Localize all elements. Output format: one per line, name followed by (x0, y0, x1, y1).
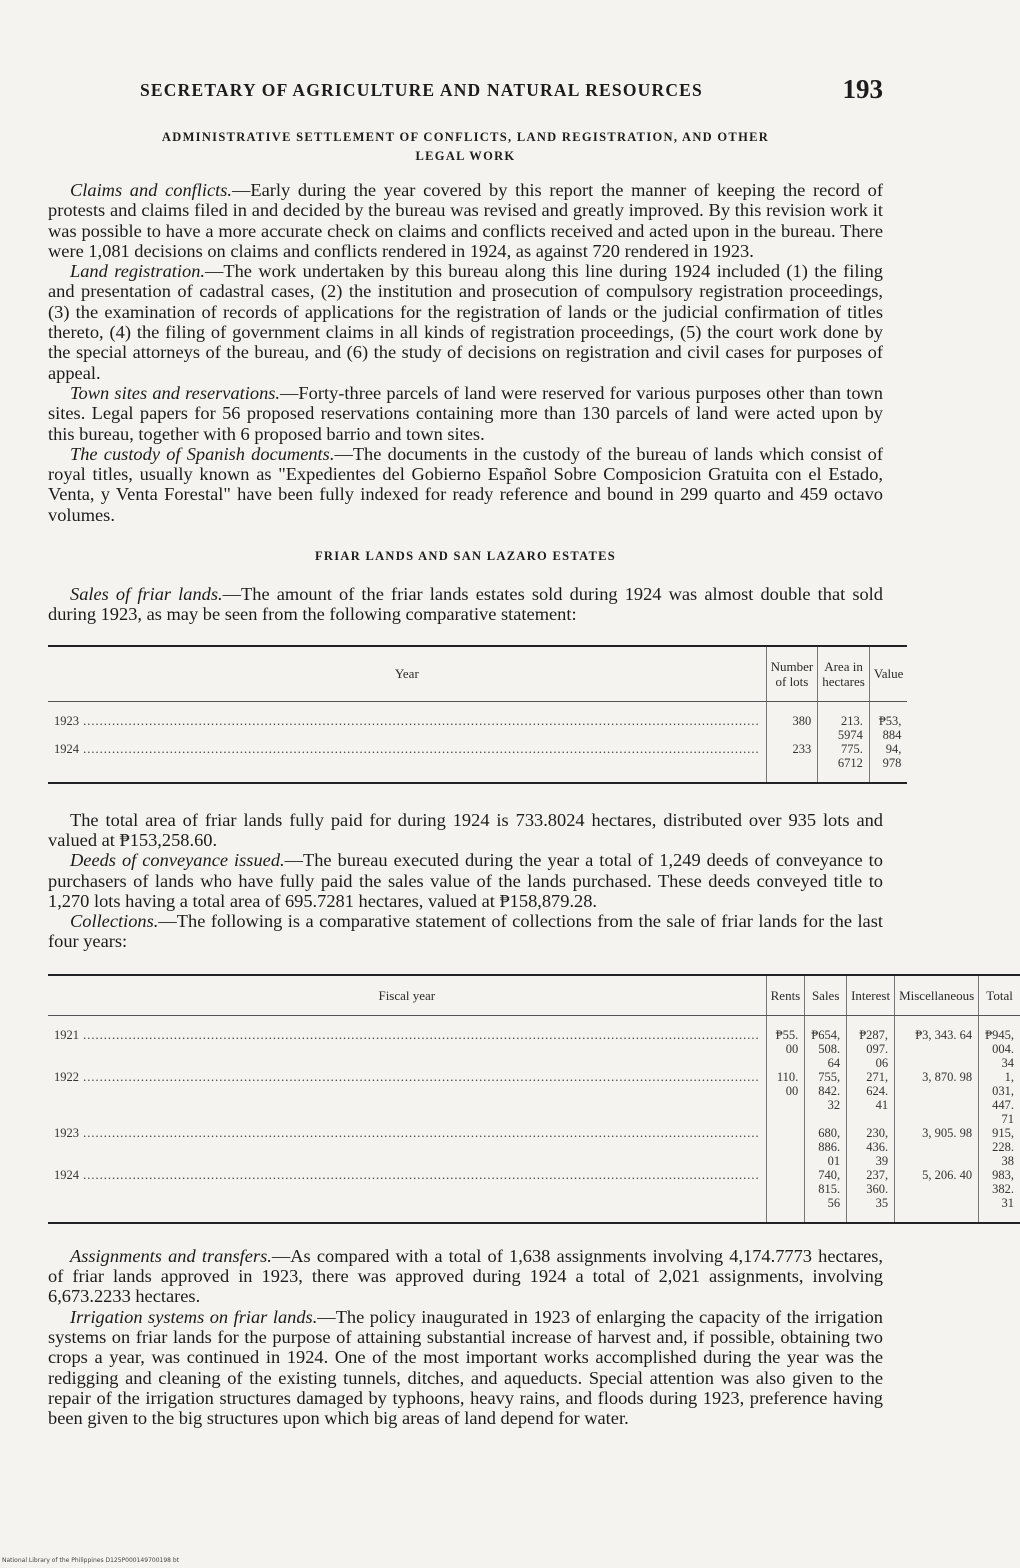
sales-cell: 755, 842. 32 (805, 1070, 847, 1126)
interest-cell: ₱287, 097. 06 (847, 1015, 895, 1070)
paragraph-sales-friar-lands: Sales of friar lands.—The amount of the friar lands estates sold during 1924 was almost double that sold during 1923, as may be seen from the following comparative statement: (48, 584, 883, 625)
year-cell: 1923 (54, 1125, 79, 1140)
paragraph-claims-conflicts: Claims and conflicts.—Early during the year covered by this report the manner of keeping the record of protests and claims filed in and decided by the bureau was revised and greatly improved. By this revision work it was possible to have a more accurate check on claims and conflicts received and acted upon in the bureau. There were 1,081 decisions on claims and conflicts rendered in 1924, as against 720 rendered in 1923. (48, 180, 883, 261)
column-header: Total (979, 975, 1020, 1016)
section-heading-legal-work (48, 128, 883, 166)
table-row (48, 1168, 1020, 1223)
rents-cell (766, 1168, 805, 1223)
value-cell: 94, 978 (869, 742, 907, 783)
section-heading-friar-lands: FRIAR LANDS AND SAN LAZARO ESTATES (314, 549, 617, 564)
interest-cell: 271, 624. 41 (847, 1070, 895, 1126)
column-header: Number of lots (766, 646, 818, 702)
collections-table (48, 974, 1014, 1224)
sales-cell: ₱654, 508. 64 (805, 1015, 847, 1070)
column-header: Sales (805, 975, 847, 1016)
lots-cell: 233 (766, 742, 818, 783)
table-row (48, 1126, 1020, 1168)
column-header: Area in hectares (818, 646, 870, 702)
lots-cell: 380 (766, 701, 818, 742)
paragraph-assignments-transfers: Assignments and transfers.—As compared with a total of 1,638 assignments involving 4,174.7773 hectares, of friar lands approved in 1923, there was approved during 1924 a total of 2,021 assignments, involving 6,673.2233 hectares. (48, 1245, 883, 1307)
column-header: Rents (766, 975, 805, 1016)
column-header: Year (48, 646, 766, 702)
table-row (48, 701, 907, 742)
scan-credit: National Library of the Philippines D125P000149700198 bt (2, 1557, 180, 1564)
misc-cell: 3, 870. 98 (895, 1070, 979, 1126)
paragraph-land-registration: Land registration.—The work undertaken by this bureau along this line during 1924 included (1) the filing and presentation of cadastral cases, (2) the institution and prosecution of compulsory registration proceedings, (3) the examination of records of applications for the registration of lands or the judicial confirmation of titles thereto, (4) the filing of government claims in all kinds of registration proceedings, (5) the court work done by the special attorneys of the bureau, and (6) the study of decisions on registration and civil cases for purposes of appeal. (48, 261, 883, 383)
table-row (48, 742, 907, 783)
paragraph-town-sites: Town sites and reservations.—Forty-three parcels of land were reserved for various purposes other than town sites. Legal papers for 56 proposed reservations containing more than 130 parcels of land were acted upon by this bureau, together with 6 proposed barrio and town sites. (48, 382, 884, 444)
misc-cell: 3, 905. 98 (895, 1126, 979, 1168)
running-head (48, 70, 883, 110)
total-cell: ₱945, 004. 34 (979, 1015, 1020, 1070)
friar-lands-sales-table (48, 645, 904, 784)
value-cell: ₱53, 884 (869, 701, 907, 742)
document-page (48, 70, 1014, 1429)
page-number: 193 (842, 74, 883, 104)
paragraph-spanish-documents: The custody of Spanish documents.—The documents in the custody of the bureau of lands which consist of royal titles, usually known as "Expedientes del Gobierno Español Sobre Composicion Gratuita con el Estado, Venta, y Venta Forestal" have been fully indexed for ready reference and bound in 299 quarto and 459 octavo volumes. (48, 443, 883, 525)
misc-cell: ₱3, 343. 64 (895, 1015, 979, 1070)
paragraph-deeds-conveyance: Deeds of conveyance issued.—The bureau executed during the year a total of 1,249 deeds of conveyance to purchasers of lands who have fully paid the sales value of the lands purchased. These deeds conveyed title to 1,270 lots having a total area of 695.7281 hectares, valued at ₱158,879.28. (48, 850, 883, 911)
running-title: SECRETARY OF AGRICULTURE AND NATURAL RESOURCES (140, 80, 703, 100)
misc-cell: 5, 206. 40 (895, 1168, 979, 1223)
rents-cell: ₱55. 00 (766, 1015, 805, 1070)
column-header: Value (869, 646, 907, 702)
column-header: Miscellaneous (895, 975, 979, 1016)
area-cell: 213. 5974 (818, 701, 870, 742)
year-cell: 1924 (54, 1167, 79, 1182)
paragraph-irrigation-systems: Irrigation systems on friar lands.—The policy inaugurated in 1923 of enlarging the capacity of the irrigation systems on friar lands for the purpose of attaining substantial increase of harvest and, if possible, obtaining two crops a year, was continued in 1924. One of the most important works accomplished during the year was the redigging and cleaning of the existing tunnels, ditches, and aqueducts. Special attention was also given to the repair of the irrigation structures damaged by typhoons, heavy rains, and floods during 1923, preference having been given to the big structures upon which big areas of land depend for water. (48, 1306, 883, 1429)
column-header: Fiscal year (48, 975, 766, 1016)
sales-cell: 680, 886. 01 (805, 1126, 847, 1168)
total-cell: 983, 382. 31 (979, 1168, 1020, 1223)
year-cell: 1921 (54, 1027, 79, 1042)
section-heading-line: ADMINISTRATIVE SETTLEMENT OF CONFLICTS, LAND REGISTRATION, AND OTHER (161, 130, 770, 144)
total-cell: 1, 031, 447. 71 (979, 1070, 1020, 1126)
paragraph-collections: Collections.—The following is a comparative statement of collections from the sale of friar lands for the last four years: (48, 911, 883, 952)
total-cell: 915, 228. 38 (979, 1126, 1020, 1168)
interest-cell: 230, 436. 39 (847, 1126, 895, 1168)
sales-cell: 740, 815. 56 (805, 1168, 847, 1223)
year-cell: 1922 (54, 1069, 79, 1084)
year-cell: 1924 (54, 741, 79, 756)
section-heading-line: LEGAL WORK (415, 149, 516, 163)
paragraph-total-area: The total area of friar lands fully paid for during 1924 is 733.8024 hectares, distributed over 935 lots and valued at ₱153,258.60. (48, 809, 883, 850)
year-cell: 1923 (54, 713, 79, 728)
rents-cell: 110. 00 (766, 1070, 805, 1126)
column-header: Interest (847, 975, 895, 1016)
area-cell: 775. 6712 (818, 742, 870, 783)
interest-cell: 237, 360. 35 (847, 1168, 895, 1223)
table-row (48, 1070, 1020, 1126)
rents-cell (766, 1126, 805, 1168)
table-row (48, 1015, 1020, 1070)
